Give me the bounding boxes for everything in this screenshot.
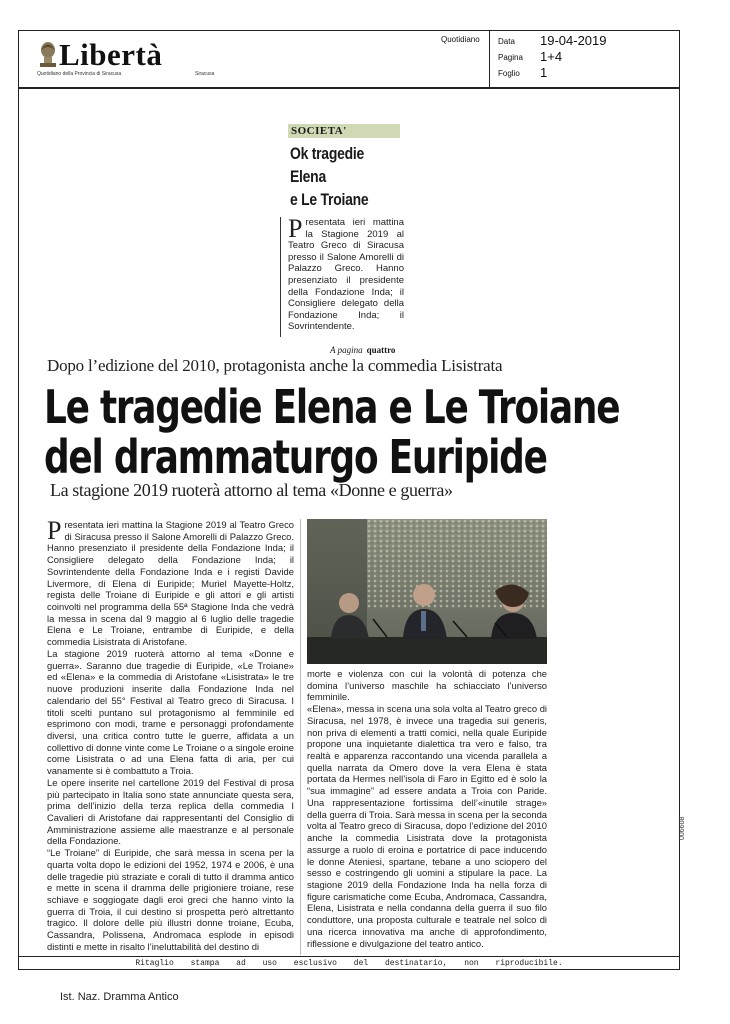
article-column-right xyxy=(307,668,547,954)
photo-illustration xyxy=(307,519,547,664)
meta-label-page: Pagina xyxy=(498,53,523,62)
section-kicker: SOCIETA' xyxy=(288,124,400,138)
article-column-left xyxy=(47,519,294,959)
teaser-title-line: e Le Troiane xyxy=(290,190,369,209)
article-paragraph: La stagione 2019 ruoterà attorno al tema «Donne e guerra». Saranno due tragedie di Euripide, «Le Troiane» ed «Elena» e la commedia di Aristofane «Lisistrata» le tre nuove produzioni inserite dalla Fondazione Inda nel calendario del 55° Festival al Teatro greco di Siracusa. I titoli scelti puntano sul protagonismo al femminile ed esprimono con modi, trame e personaggi profondamente diversi, una critica contro tutte le guerre, affidata a un collettivo di donne vinte come Le Troiane o a singole eroine come Lisistrata o ad una Elena fatta di aria, per cui vanamente si è combattuto a Troia. xyxy=(47,647,294,777)
article-dropcap: P xyxy=(47,519,62,545)
teaser-title xyxy=(290,142,388,211)
logo-wordmark: Libertà xyxy=(59,37,163,72)
press-conference-photo xyxy=(307,519,547,664)
reproduction-notice: Ritaglio stampa ad uso esclusivo del destinatario, non riproducibile. xyxy=(18,956,680,970)
logo-subtitle: Quotidiano della Provincia di Siracusa xyxy=(37,71,122,77)
teaser-text: resentata ieri mattina la Stagione 2019 al Teatro Greco di Siracusa presso il Salone Amorelli di Palazzo Greco. Hanno presenziato il presidente della Fondazione Inda; il Consigliere delegato della Fondazione Inda; il Sovrintendente. xyxy=(288,217,404,333)
article-overline: Dopo l’edizione del 2010, protagonista anche la commedia Lisistrata xyxy=(47,356,503,375)
masthead xyxy=(19,31,489,87)
teaser-dropcap: P xyxy=(288,214,303,243)
logo-city: Siracusa xyxy=(195,71,215,77)
article-headline xyxy=(44,380,620,484)
meta-label-date: Data xyxy=(498,37,515,46)
article-subhead: La stagione 2019 ruoterà attorno al tema «Donne e guerra» xyxy=(50,480,453,500)
article-paragraph: «Elena», messa in scena una sola volta al Teatro greco di Siracusa, nel 1978, è invece una tragedia sui generis, non priva di elementi a tratti comici, nella quale Euripide propone una inquietante dialettica tra vero e falso, tra realtà e apparenza raccontando una vicenda parallela a quella narrata da Omero dove la vera Elena è stata portata da Hermes nell’isola di Faro in Egitto ed è solo la “sua immagine” ad essere andata a Troia con Paride. Una rappresentazione fortissima dell’«inutile strage» della guerra di Troia. Sarà messa in scena per la seconda volta al Teatro greco di Siracusa, dopo l’edizione del 2010 anche la commedia Lisistrata dove la protagonista assurge a ruolo di eroina e portatrice di pace inducendo le donne Ateniesi, spartane, tebane a uno sciopero del sesso e costringendo gli uomini a stipulare la pace. La stagione 2019 della Fondazione Inda ha nella forza di figure carismatiche come Ecuba, Andromaca, Cassandra, Elena, Lisistrata e nella condanna della guerra il suo filo conduttore, una proposta culturale e teatrale nel solco di una ricerca innovativa ma anche di approfondimento, riflessione e divulgazione del teatro antico. xyxy=(307,703,547,949)
logo-head-icon xyxy=(37,41,59,67)
meta-value-sheet: 1 xyxy=(540,65,548,80)
column-divider xyxy=(300,519,301,955)
article-paragraph: Le opere inserite nel cartellone 2019 del Festival di prosa più partecipato in Italia sono state annunciate questa sera, prima dell’inizio della terza replica della commedia I Cavalieri di Aristofane dai rappresentanti del Consiglio di Amministrazione assieme alle maestranze e al personale della Fondazione. xyxy=(47,776,294,847)
clipping-code: 006608 xyxy=(679,816,686,840)
clipping-meta xyxy=(489,31,679,87)
headline-line: Le tragedie Elena e Le Troiane xyxy=(44,380,620,434)
teaser-divider xyxy=(280,217,281,337)
paragraph-text: resentata ieri mattina la Stagione 2019 al Teatro Greco di Siracusa presso il Salone Amorelli di Palazzo Greco. Hanno presenziato il presidente della Fondazione Inda; il Consigliere delegato della Fondazione Inda; il Sovrintendente della Fondazione Inda e i registi Davide Livermore, di Elena di Euripide; Muriel Mayette-Holtz, regista delle Troiane di Euripide e gli attori e gli artisti coinvolti nel programma della 55ª Stagione Inda che vedrà la messa in scena dal 9 maggio al 6 luglio delle tragedie Elena e Le Troiane, entrambe di Euripide, e della commedia Lisistrata di Aristofane. xyxy=(47,519,294,648)
source-label: Ist. Naz. Dramma Antico xyxy=(60,991,179,1003)
page-reference-prefix: A pagina xyxy=(330,345,363,355)
clipping-header xyxy=(18,30,680,88)
teaser-title-line: Elena xyxy=(290,167,326,186)
article-paragraph: “Le Troiane” di Euripide, che sarà messa in scena per la quarta volta dopo le edizioni del 1952, 1974 e 2006, è una delle tragedie più straziate e corali di tutto il dramma antico e mette in scena il dramma delle prigioniere troiane, rese schiave e soggiogate dagli eroi greci che hanno vinto la guerra di Troia, il cui destino si prospetta però altrettanto tragico. Il dolore delle più illustri donne troiane, Ecuba, Cassandra, Polissena, Andromaca esplode in episodi distinti e mette in risalto l’ineluttabilità del destino di xyxy=(47,847,294,952)
meta-value-date: 19-04-2019 xyxy=(540,33,607,48)
article-paragraph: morte e violenza con cui la volontà di potenza che domina l’universo maschile ha schiacciato l’universo femminile. xyxy=(307,668,547,703)
meta-value-page: 1+4 xyxy=(540,49,563,64)
article-paragraph xyxy=(47,519,294,648)
teaser-title-line: Ok tragedie xyxy=(290,144,364,163)
publication-type: Quotidiano xyxy=(441,35,480,44)
page-reference-page: quattro xyxy=(366,345,396,355)
headline-line: del drammaturgo Euripide xyxy=(44,430,547,484)
teaser-body xyxy=(288,214,404,333)
page-reference xyxy=(330,345,395,355)
meta-label-sheet: Foglio xyxy=(498,69,520,78)
